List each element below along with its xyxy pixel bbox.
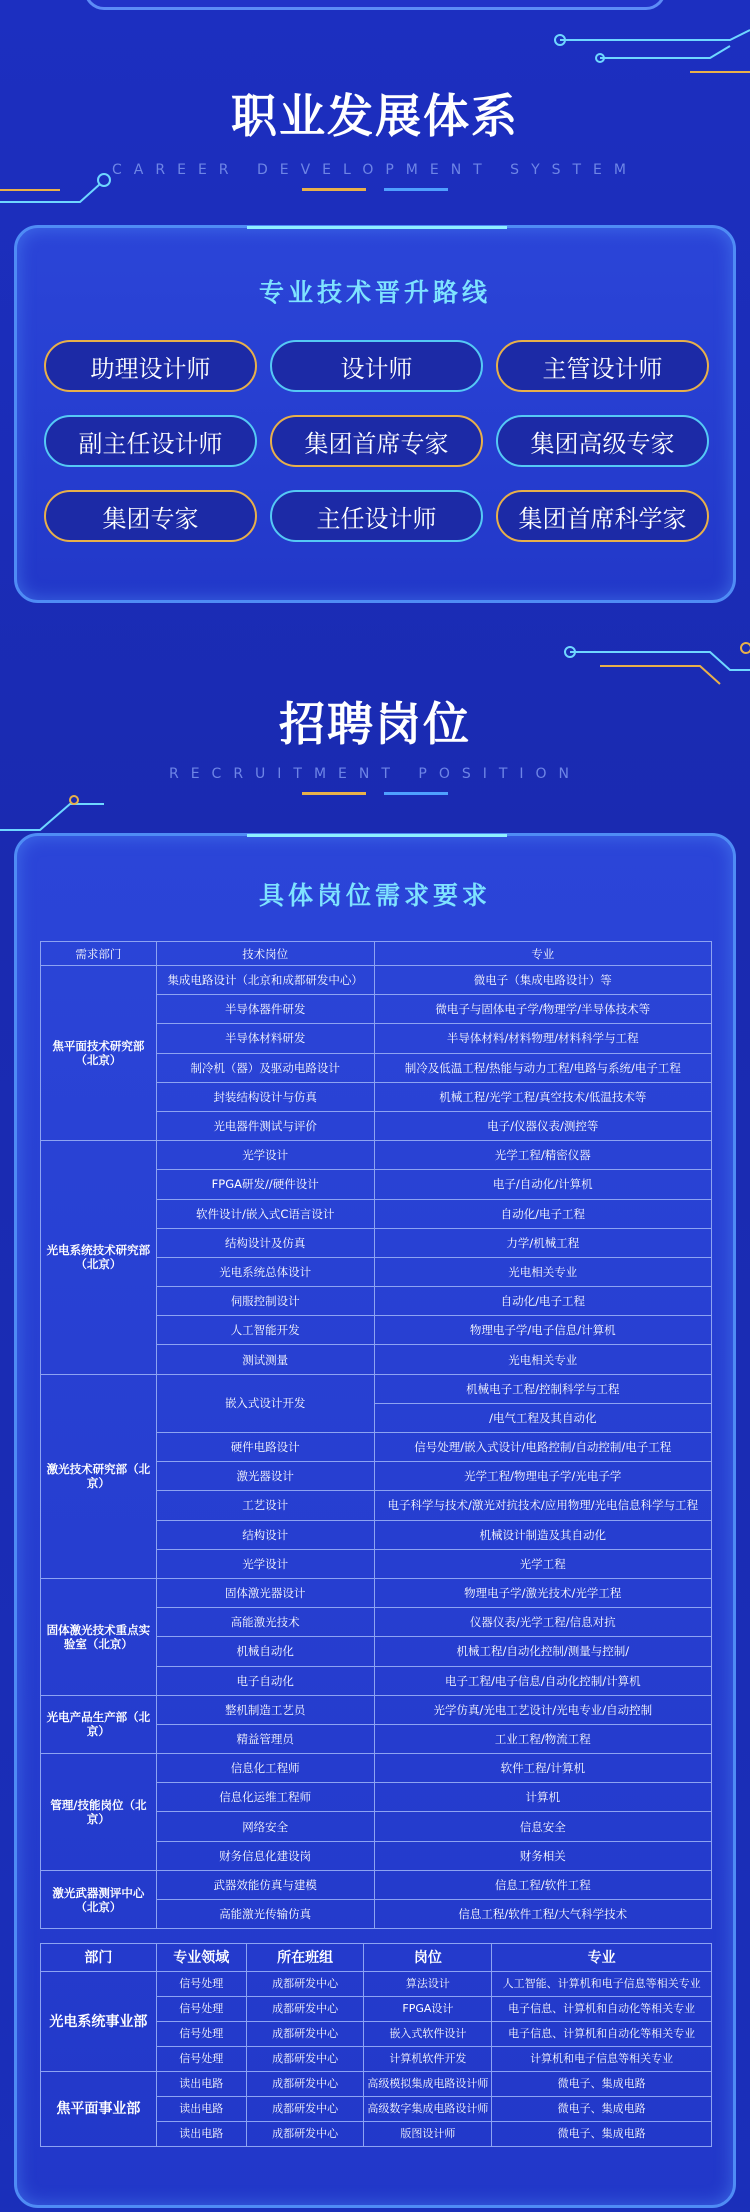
path-pill: 主任设计师 (270, 490, 483, 542)
path-pill: 集团专家 (44, 490, 257, 542)
column-header: 技术岗位 (156, 942, 374, 966)
table-cell: 信号处理 (156, 1972, 246, 1997)
major-cell: 电子/仪器仪表/测控等 (374, 1111, 711, 1140)
table-cell: 人工智能、计算机和电子信息等相关专业 (492, 1972, 712, 1997)
position-cell: 工艺设计 (156, 1491, 374, 1520)
table-cell: 信号处理 (156, 1997, 246, 2022)
major-cell: 微电子（集成电路设计）等 (374, 966, 711, 995)
path-pill: 主管设计师 (496, 340, 709, 392)
position-cell: 硬件电路设计 (156, 1433, 374, 1462)
major-cell: 半导体材料/材料物理/材料科学与工程 (374, 1024, 711, 1053)
department-cell: 管理/技能岗位（北京） (41, 1754, 157, 1871)
chengdu-positions-table (40, 1943, 712, 2147)
major-cell: 信息工程/软件工程/大气科学技术 (374, 1900, 711, 1929)
column-header: 所在班组 (246, 1944, 364, 1972)
major-cell: 光学仿真/光电工艺设计/光电专业/自动控制 (374, 1695, 711, 1724)
position-cell: 精益管理员 (156, 1724, 374, 1753)
position-cell: 伺服控制设计 (156, 1287, 374, 1316)
table-cell: 读出电路 (156, 2097, 246, 2122)
column-header: 专业 (492, 1944, 712, 1972)
department-cell: 焦平面技术研究部（北京） (41, 966, 157, 1141)
table-cell: 成都研发中心 (246, 2022, 364, 2047)
table-row (41, 1374, 712, 1403)
recruit-underline-right (384, 792, 448, 795)
major-cell: 物理电子学/激光技术/光学工程 (374, 1578, 711, 1607)
position-cell: 人工智能开发 (156, 1316, 374, 1345)
table-header-row (41, 1944, 712, 1972)
recruit-underline-left (302, 792, 366, 795)
position-cell: 光电器件测试与评价 (156, 1111, 374, 1140)
table-cell: 版图设计师 (364, 2122, 492, 2147)
major-cell: 机械工程/光学工程/真空技术/低温技术等 (374, 1082, 711, 1111)
previous-card-edge (84, 0, 666, 10)
career-subtitle: CAREER DEVELOPMENT SYSTEM (112, 162, 638, 178)
position-cell: 测试测量 (156, 1345, 374, 1374)
column-header: 岗位 (364, 1944, 492, 1972)
table-cell: 计算机和电子信息等相关专业 (492, 2047, 712, 2072)
table-cell: 成都研发中心 (246, 2122, 364, 2147)
position-cell: 激光器设计 (156, 1462, 374, 1491)
table-cell: 高级模拟集成电路设计师 (364, 2072, 492, 2097)
position-cell: 网络安全 (156, 1812, 374, 1841)
position-cell: 半导体器件研发 (156, 995, 374, 1024)
table-cell: 微电子、集成电路 (492, 2072, 712, 2097)
table-row (41, 1870, 712, 1899)
table-cell: 计算机软件开发 (364, 2047, 492, 2072)
table-cell: 算法设计 (364, 1972, 492, 1997)
column-header: 需求部门 (41, 942, 157, 966)
path-pill: 集团首席科学家 (496, 490, 709, 542)
position-cell: 嵌入式设计开发 (156, 1374, 374, 1432)
major-cell: 信息工程/软件工程 (374, 1870, 711, 1899)
major-cell: 电子/自动化/计算机 (374, 1170, 711, 1199)
major-cell: 信息安全 (374, 1812, 711, 1841)
path-pill: 集团首席专家 (270, 415, 483, 467)
table-row (41, 1578, 712, 1607)
column-header: 专业领域 (156, 1944, 246, 1972)
table-row (41, 1754, 712, 1783)
table-cell: 电子信息、计算机和自动化等相关专业 (492, 1997, 712, 2022)
career-title: 职业发展体系 (231, 89, 519, 143)
major-cell: 电子工程/电子信息/自动化控制/计算机 (374, 1666, 711, 1695)
table-cell: 微电子、集成电路 (492, 2097, 712, 2122)
position-cell: 整机制造工艺员 (156, 1695, 374, 1724)
card-top-glow (247, 834, 507, 837)
table-cell: FPGA设计 (364, 1997, 492, 2022)
recruit-subtitle: RECRUITMENT POSITION (168, 766, 582, 782)
major-cell: 光电相关专业 (374, 1257, 711, 1286)
position-cell: 光学设计 (156, 1141, 374, 1170)
major-cell: 仪器仪表/光学工程/信息对抗 (374, 1608, 711, 1637)
department-cell: 光电系统事业部 (41, 1972, 157, 2072)
position-cell: 软件设计/嵌入式C语言设计 (156, 1199, 374, 1228)
path-pill: 集团高级专家 (496, 415, 709, 467)
circuit-decoration-left (0, 170, 120, 230)
career-card (14, 225, 736, 603)
department-cell: 焦平面事业部 (41, 2072, 157, 2147)
table-cell: 成都研发中心 (246, 2047, 364, 2072)
path-pill: 助理设计师 (44, 340, 257, 392)
position-cell: 信息化工程师 (156, 1754, 374, 1783)
major-cell: 机械设计制造及其自动化 (374, 1520, 711, 1549)
table-header-row (41, 942, 712, 966)
table-row (41, 1695, 712, 1724)
major-cell: 自动化/电子工程 (374, 1287, 711, 1316)
position-cell: 封装结构设计与仿真 (156, 1082, 374, 1111)
major-cell: 光学工程/精密仪器 (374, 1141, 711, 1170)
career-underline-left (302, 188, 366, 191)
department-cell: 固体激光技术重点实验室（北京） (41, 1578, 157, 1695)
table-cell: 成都研发中心 (246, 1997, 364, 2022)
position-cell: 结构设计及仿真 (156, 1228, 374, 1257)
position-cell: 光电系统总体设计 (156, 1257, 374, 1286)
position-cell: 电子自动化 (156, 1666, 374, 1695)
department-cell: 激光技术研究部（北京） (41, 1374, 157, 1578)
table-row (41, 1141, 712, 1170)
card-top-glow (247, 226, 507, 229)
major-cell: 力学/机械工程 (374, 1228, 711, 1257)
position-cell: 信息化运维工程师 (156, 1783, 374, 1812)
table-cell: 微电子、集成电路 (492, 2122, 712, 2147)
major-cell: 光电相关专业 (374, 1345, 711, 1374)
circuit-decoration-top-right (540, 28, 750, 78)
recruit-title: 招聘岗位 (279, 697, 471, 751)
career-underline-right (384, 188, 448, 191)
table-cell: 高级数字集成电路设计师 (364, 2097, 492, 2122)
major-cell: 光学工程/物理电子学/光电子学 (374, 1462, 711, 1491)
table-cell: 信号处理 (156, 2022, 246, 2047)
position-cell: 结构设计 (156, 1520, 374, 1549)
position-cell: 半导体材料研发 (156, 1024, 374, 1053)
major-cell: /电气工程及其自动化 (374, 1403, 711, 1432)
position-cell: FPGA研发//硬件设计 (156, 1170, 374, 1199)
table-cell: 成都研发中心 (246, 1972, 364, 1997)
position-cell: 武器效能仿真与建模 (156, 1870, 374, 1899)
position-cell: 高能激光技术 (156, 1608, 374, 1637)
table-cell: 读出电路 (156, 2072, 246, 2097)
position-cell: 高能激光传输仿真 (156, 1900, 374, 1929)
career-card-title: 专业技术晋升路线 (258, 278, 491, 307)
major-cell: 机械电子工程/控制科学与工程 (374, 1374, 711, 1403)
major-cell: 工业工程/物流工程 (374, 1724, 711, 1753)
path-pill: 设计师 (270, 340, 483, 392)
major-cell: 制冷及低温工程/热能与动力工程/电路与系统/电子工程 (374, 1053, 711, 1082)
table-row (41, 1972, 712, 1997)
column-header: 专业 (374, 942, 711, 966)
department-cell: 激光武器测评中心（北京） (41, 1870, 157, 1928)
table-cell: 嵌入式软件设计 (364, 2022, 492, 2047)
table-cell: 成都研发中心 (246, 2097, 364, 2122)
major-cell: 软件工程/计算机 (374, 1754, 711, 1783)
path-pill: 副主任设计师 (44, 415, 257, 467)
position-cell: 固体激光器设计 (156, 1578, 374, 1607)
position-cell: 光学设计 (156, 1549, 374, 1578)
major-cell: 光学工程 (374, 1549, 711, 1578)
positions-table (40, 941, 712, 1929)
position-cell: 集成电路设计（北京和成都研发中心） (156, 966, 374, 995)
table-row (41, 2072, 712, 2097)
column-header: 部门 (41, 1944, 157, 1972)
table-row (41, 966, 712, 995)
table-cell: 电子信息、计算机和自动化等相关专业 (492, 2022, 712, 2047)
major-cell: 财务相关 (374, 1841, 711, 1870)
department-cell: 光电系统技术研究部（北京） (41, 1141, 157, 1375)
major-cell: 信号处理/嵌入式设计/电路控制/自动控制/电子工程 (374, 1433, 711, 1462)
major-cell: 机械工程/自动化控制/测量与控制/ (374, 1637, 711, 1666)
major-cell: 物理电子学/电子信息/计算机 (374, 1316, 711, 1345)
department-cell: 光电产品生产部（北京） (41, 1695, 157, 1753)
circuit-decoration-right (560, 640, 750, 690)
major-cell: 自动化/电子工程 (374, 1199, 711, 1228)
table-cell: 信号处理 (156, 2047, 246, 2072)
major-cell: 微电子与固体电子学/物理学/半导体技术等 (374, 995, 711, 1024)
position-cell: 制冷机（器）及驱动电路设计 (156, 1053, 374, 1082)
major-cell: 计算机 (374, 1783, 711, 1812)
table-cell: 读出电路 (156, 2122, 246, 2147)
position-cell: 财务信息化建设岗 (156, 1841, 374, 1870)
table-cell: 成都研发中心 (246, 2072, 364, 2097)
recruit-card-title: 具体岗位需求要求 (258, 881, 491, 910)
position-cell: 机械自动化 (156, 1637, 374, 1666)
major-cell: 电子科学与技术/激光对抗技术/应用物理/光电信息科学与工程 (374, 1491, 711, 1520)
